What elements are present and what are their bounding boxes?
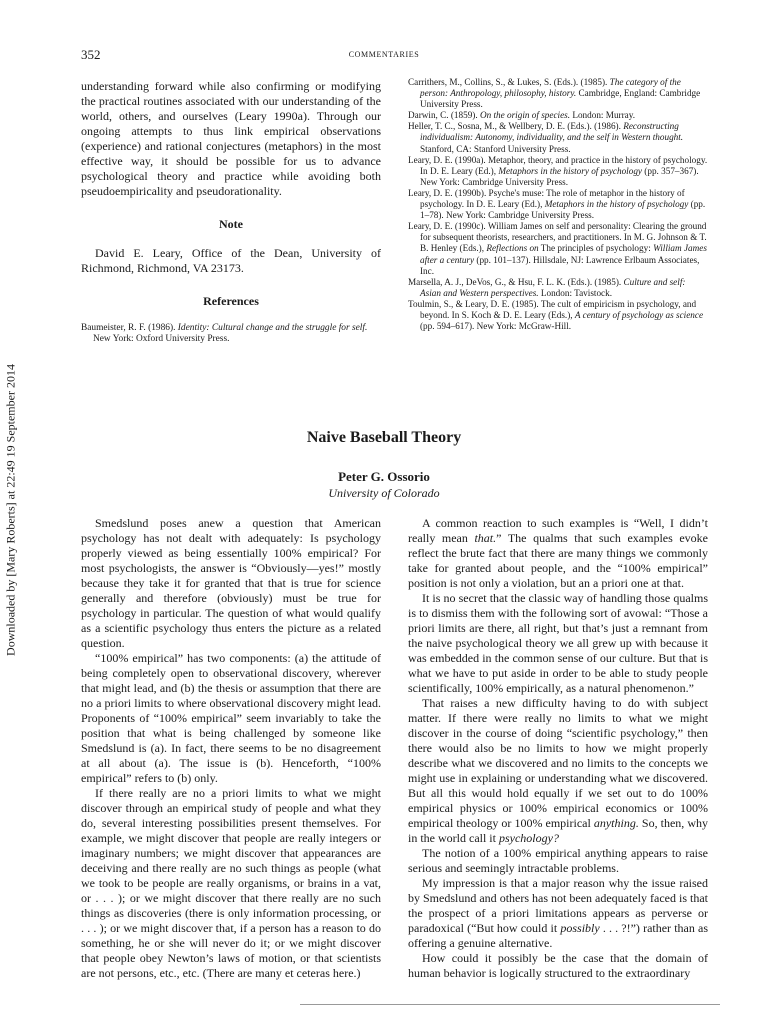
body-paragraph: “100% empirical” has two components: (a) the attitude of being completely open to observational discovery, wherever that might lead, and (b) the thesis or assumption that there are no a priori limits to where observational discovery might lead. Proponents of “100% empirical” seem invariably to take the position that what is being challenged by someone like Smedslund is (a). In fact, there seems to be no disagreement at all about (a). The issue is (b). Henceforth, “100% empirical” refers to (b) only. [81, 651, 381, 785]
body-left-column [81, 516, 381, 981]
reference-entry: Marsella, A. J., DeVos, G., & Hsu, F. L. K. (Eds.). (1985). Culture and self: Asian and Western perspectives. London: Tavistock. [408, 276, 686, 298]
top-left-column [81, 79, 381, 345]
article-title: Naive Baseball Theory [306, 429, 462, 446]
running-head: COMMENTARIES [348, 50, 420, 59]
reference-entry: Heller, T. C., Sosna, M., & Wellbery, D. E. (Eds.). (1986). Reconstructing individualism: Autonomy, individuality, and the self in Western thought. Stanford, CA: Stanford University Press. [408, 121, 684, 154]
author-affiliation: University of Colorado [328, 486, 440, 500]
body-paragraph: A common reaction to such examples is “Well, I didn’t really mean that.” The qualms that such examples evoke reflect the brute fact that there are many things we commonly take for granted about people, and the “100% empirical” position is not only a violation, but an a priori one at that. [408, 516, 708, 590]
note-heading: Note [219, 217, 243, 231]
body-right-column [408, 516, 708, 981]
page-number: 352 [81, 47, 101, 62]
reference-entry: Leary, D. E. (1990c). William James on self and personality: Clearing the ground for subsequent theorists, researchers, and practitioners. In M. G. Johnson & T. B. Henley (Eds.), Reflections on The principles of psychology: William James after a century (pp. 101–137). Hillsdale, NJ: Lawrence Erlbaum Associates, Inc. [408, 221, 707, 276]
reference-entry: Darwin, C. (1859). On the origin of species. London: Murray. [408, 110, 636, 121]
download-stamp: Downloaded by [Mary Roberts] at 22:49 19 September 2014 [3, 364, 18, 656]
continuation-paragraph: understanding forward while also confirming or modifying the practical routines associated with our understanding of the world, others, and ourselves (Leary 1990a). Through our ongoing attempts to thus link empirical observations (experience) and rational conjectures (metaphors) in the most effective way, it should be possible for us to advance psychological theory and practice while avoiding both pseudoempiricality and pseudorationality. [81, 79, 381, 198]
reference-entry: Toulmin, S., & Leary, D. E. (1985). The cult of empiricism in psychology, and beyond. In S. Koch & D. E. Leary (Eds.), A century of psychology as science (pp. 594–617). New York: McGraw-Hill. [408, 298, 704, 332]
page-bottom-rule [300, 1004, 720, 1005]
reference-entry: Leary, D. E. (1990a). Metaphor, theory, and practice in the history of psychology. In D. E. Leary (Ed.), Metaphors in the history of psychology (pp. 357–367). New York: Cambridge University Press. [408, 154, 708, 187]
body-paragraph: The notion of a 100% empirical anything appears to raise serious and seemingly intractable problems. [408, 846, 708, 875]
reference-entry: Leary, D. E. (1990b). Psyche's muse: The role of metaphor in the history of psychology. In D. E. Leary (Ed.), Metaphors in the history of psychology (pp. 1–78). New York: Cambridge University Press. [408, 187, 706, 221]
reference-entry: Carrithers, M., Collins, S., & Lukes, S. (Eds.). (1985). The category of the person: Anthropology, philosophy, history. Cambridge, England: Cambridge University Press. [408, 77, 701, 110]
author-name: Peter G. Ossorio [338, 469, 430, 484]
body-paragraph: It is no secret that the classic way of handling those qualms is to dismiss them with the following sort of avowal: “Those a priori limits are there, all right, but that’s just a remnant from the naive psychological theory we all grew up with because it was embedded in the common sense of our culture. But that is what we have to put aside in order to be able to study people scientifically, 100% empirically, as a natural phenomenon.” [408, 591, 708, 695]
body-paragraph: If there really are no a priori limits to what we might discover through an empirical study of people and what they do, several interesting possibilities present themselves. For example, we might discover that people are really integers or imaginary numbers; we might discover that appearances are deceiving and there really are no such things as people (what we took to be people are really organisms, or brains in a vat, or . . . ); or we might discover that there really are no such things as discoveries (there is only information processing, or . . . ); or we might discover that, if a person has a reason to do something, he or she will never do it; or we might discover that people obey Newton’s laws of motion, or that scientists are not persons, etc., etc. (There are many et ceteras here.) [81, 786, 381, 980]
references-heading: References [203, 294, 259, 308]
references-list [408, 77, 708, 332]
body-paragraph: That raises a new difficulty having to do with subject matter. If there were really no limits to what we might discover in the course of doing “scientific psychology,” then there would also be no limits to how we might properly describe what we discovered and no limits to the concepts we might use in explaining or understanding what we discovered. But all this would hold equally if we set out to do 100% empirical physics or 100% empirical economics or 100% empirical theology or 100% empirical anything. So, then, why in the world call it psychology? [408, 696, 709, 845]
body-paragraph: Smedslund poses anew a question that American psychology has not dealt with adequately: Is psychology properly viewed as being essentially 100% empirical? For most psychologists, the answer is “Obviously—yes!” mostly because they take it for granted that that is true for science generally and therefore (obviously) must be true for psychology in particular. The question of what would qualify as a scientific psychology thus enters the picture as a related question. [81, 516, 381, 650]
body-paragraph: How could it possibly be the case that the domain of human behavior is logically structured to the extraordinary [408, 951, 708, 980]
body-paragraph: My impression is that a major reason why the issue raised by Smedslund and others has not been adequately faced is that the prospect of a priori limitations appears as perverse or paradoxical (“But how could it possibly . . . ?!”) rather than as offering a genuine alternative. [408, 876, 709, 950]
reference-entry: Baumeister, R. F. (1986). Identity: Cultural change and the struggle for self. New York: Oxford University Press. [81, 323, 368, 345]
note-text: David E. Leary, Office of the Dean, University of Richmond, Richmond, VA 23173. [81, 246, 381, 275]
